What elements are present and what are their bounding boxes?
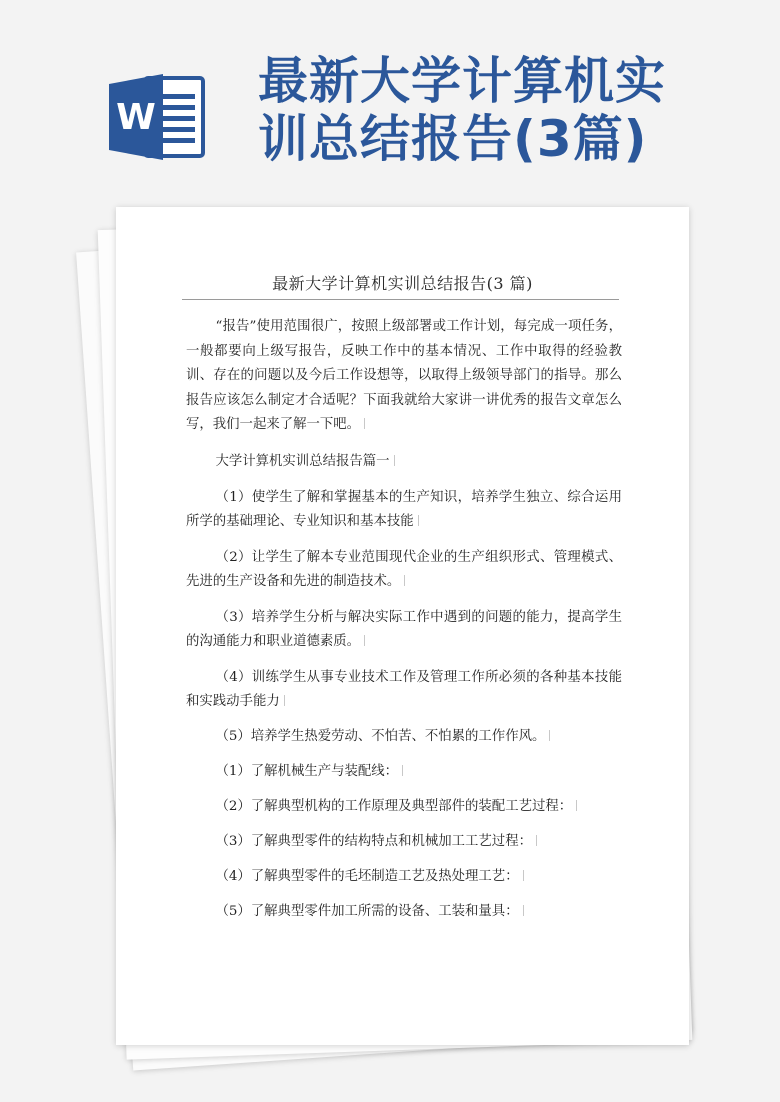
paragraph-mark (394, 455, 399, 466)
paragraph-mark (549, 730, 554, 741)
document-title: 最新大学计算机实训总结报告(3 篇) (272, 274, 533, 293)
list-item (186, 830, 622, 854)
section-heading (186, 450, 622, 474)
paragraph-mark (523, 905, 528, 916)
list-item-text: （2）了解典型机构的工作原理及典型部件的装配工艺过程： (215, 798, 573, 814)
list-item-text: （1）使学生了解和掌握基本的生产知识，培养学生独立、综合运用所学的基础理论、专业知识和基本技能 (186, 489, 622, 529)
document-page (116, 207, 689, 1045)
paragraph-mark (418, 515, 423, 526)
word-logo-icon (107, 72, 207, 162)
title-divider (182, 299, 619, 300)
list-item (186, 760, 622, 784)
list-item (186, 795, 622, 819)
word-logo-letter: W (116, 97, 156, 138)
list-item-text: （4）训练学生从事专业技术工作及管理工作所必须的各种基本技能和实践动手能力 (186, 669, 622, 709)
paragraph-list (186, 486, 622, 924)
list-item-text: （3）了解典型零件的结构特点和机械加工工艺过程： (215, 833, 532, 849)
paragraph-mark (523, 870, 528, 881)
list-item-text: （1）了解机械生产与装配线： (215, 763, 399, 779)
list-item-text: （3）培养学生分析与解决实际工作中遇到的问题的能力，提高学生的沟通能力和职业道德素质。 (186, 609, 622, 649)
list-item-text: （5）培养学生热爱劳动、不怕苦、不怕累的工作作风。 (215, 728, 546, 744)
section-heading-text: 大学计算机实训总结报告篇一 (215, 453, 390, 469)
paragraph-mark (576, 800, 581, 811)
paragraph-mark (364, 635, 369, 646)
list-item-text: （4）了解典型零件的毛坯制造工艺及热处理工艺： (215, 868, 519, 884)
list-item-text: （2）让学生了解本专业范围现代企业的生产组织形式、管理模式、先进的生产设备和先进的制造技术。 (186, 549, 622, 589)
paragraph-mark (536, 835, 541, 846)
headline-line-1: 最新大学计算机实 (258, 52, 666, 110)
paragraph-mark (402, 765, 407, 776)
list-item (186, 546, 622, 594)
page-headline (258, 52, 738, 168)
paragraph-mark (284, 695, 289, 706)
intro-paragraph (186, 315, 622, 438)
list-item (186, 900, 622, 924)
list-item (186, 486, 622, 534)
list-item (186, 606, 622, 654)
paragraph-mark (404, 575, 409, 586)
list-item-text: （5）了解典型零件加工所需的设备、工装和量具： (215, 903, 519, 919)
document-body (186, 315, 622, 924)
paragraph-mark (364, 418, 369, 429)
list-item (186, 725, 622, 749)
headline-line-2: 训总结报告(3篇) (258, 110, 648, 168)
list-item (186, 865, 622, 889)
list-item (186, 666, 622, 714)
intro-text: “报告”使用范围很广，按照上级部署或工作计划，每完成一项任务，一般都要向上级写报告，反映工作中的基本情况、工作中取得的经验教训、存在的问题以及今后工作设想等，以取得上级领导部门的指导。那么报告应该怎么制定才合适呢？下面我就给大家讲一讲优秀的报告文章怎么写，我们一起来了解一下吧。 (186, 319, 622, 432)
